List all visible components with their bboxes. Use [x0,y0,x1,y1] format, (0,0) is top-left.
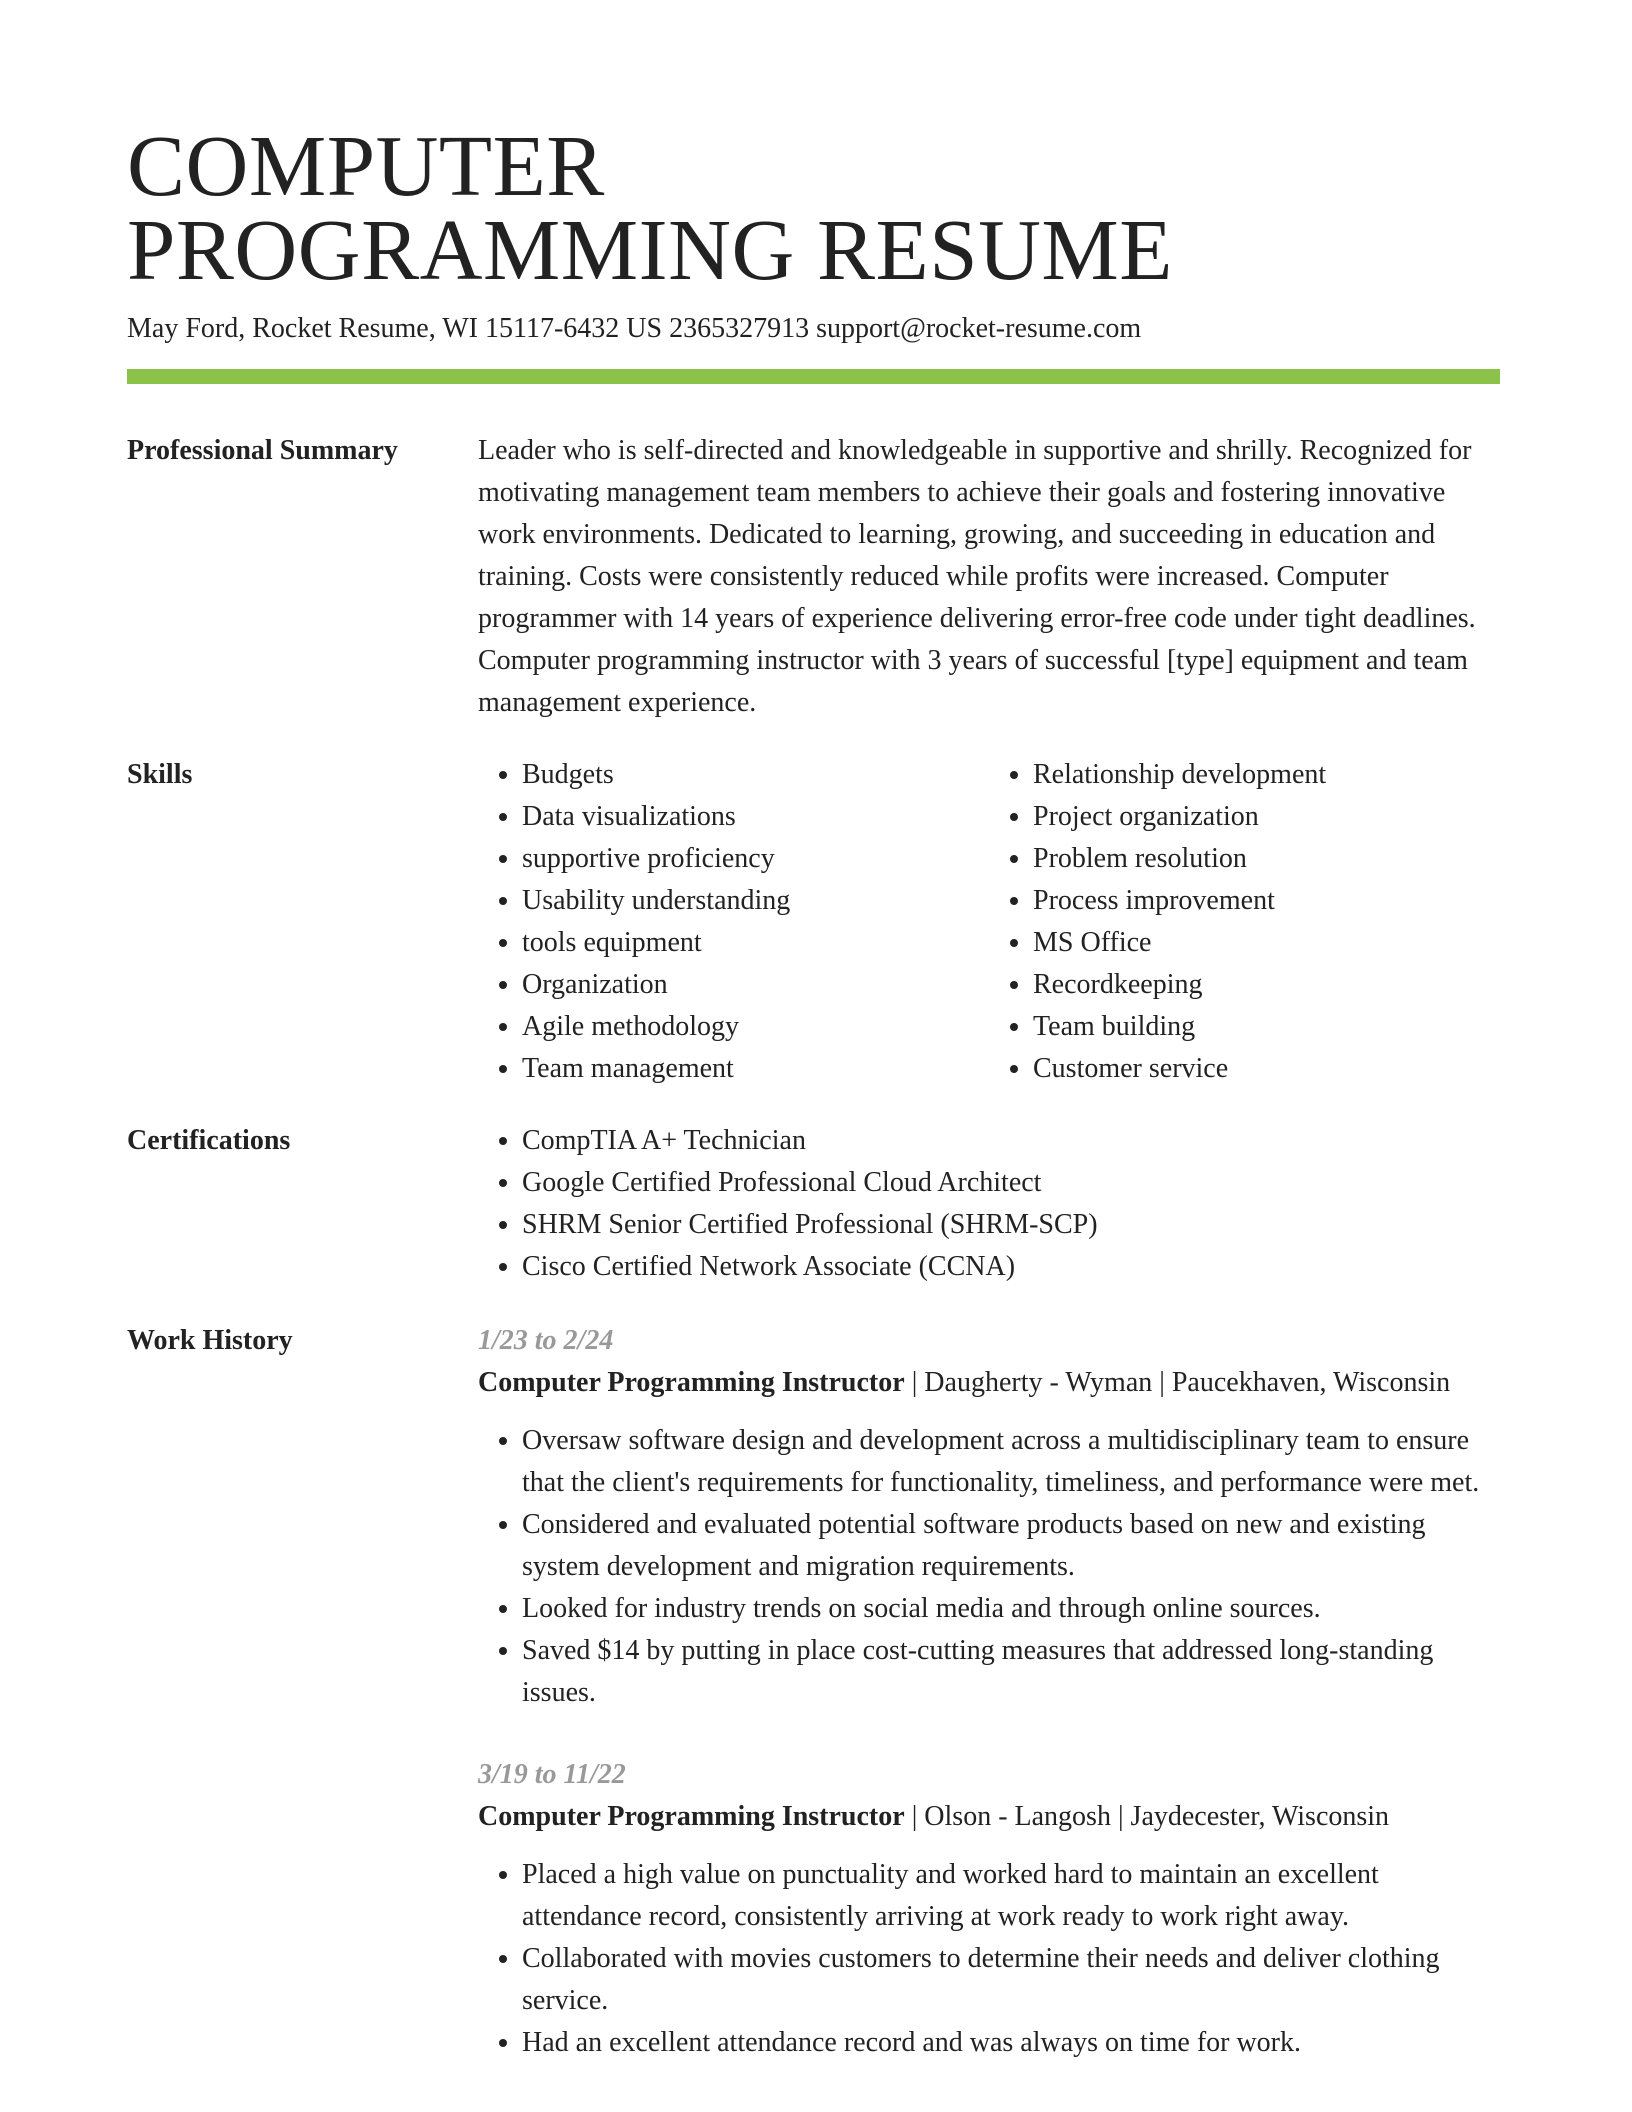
job-heading [478,1796,1500,1838]
skill-item: • tools equipment [522,922,989,964]
certification-item: • CompTIA A+ Technician [522,1120,1500,1162]
resume-header [127,117,1500,346]
skills-column-1 [478,754,989,1090]
job-bullet: • Looked for industry trends on social media and through online sources. [522,1588,1500,1630]
skills-list [478,754,1500,1090]
job-bullet: • Collaborated with movies customers to determine their needs and deliver clothing service. [522,1938,1500,2022]
job-bullet: • Saved $14 by putting in place cost-cutting measures that addressed long-standing issues. [522,1630,1500,1714]
skill-item: • Budgets [522,754,989,796]
job-bullet: • Oversaw software design and development across a multidisciplinary team to ensure that the client's requirements for functionality, timeliness, and performance were met. [522,1420,1500,1504]
skill-item: • Recordkeeping [1033,964,1500,1006]
title-line-2: PROGRAMMING RESUME [127,201,1173,298]
job-bullets [478,1854,1500,2064]
skill-item: • Organization [522,964,989,1006]
skill-item: • supportive proficiency [522,838,989,880]
skill-item: • Team building [1033,1006,1500,1048]
summary-text: Leader who is self-directed and knowledgeable in supportive and shrilly. Recognized for motivating management team members to achieve their goals and fostering innovative work environments. Dedicated to learning, growing, and succeeding in education and training. Costs were consistently reduced while profits were increased. Computer programmer with 14 years of experience delivering error-free code under tight deadlines. Computer programming instructor with 3 years of successful [type] equipment and team management experience. [478,435,1476,718]
job-entry [478,1754,1500,2064]
work-history-label: Work History [127,1325,293,1356]
header-divider [127,369,1500,384]
certification-item: • SHRM Senior Certified Professional (SHRM-SCP) [522,1204,1500,1246]
job-bullet: • Placed a high value on punctuality and worked hard to maintain an excellent attendance record, consistently arriving at work ready to work right away. [522,1854,1500,1938]
certification-item: • Google Certified Professional Cloud Architect [522,1162,1500,1204]
work-history-body [478,1320,1500,2064]
skills-column-2 [989,754,1500,1090]
job-heading [478,1362,1500,1404]
skill-item: • Customer service [1033,1048,1500,1090]
job-dates: 1/23 to 2/24 [478,1325,614,1356]
job-entry [478,1320,1500,1714]
job-details: | Olson - Langosh | Jaydecester, Wisconsin [904,1801,1390,1832]
skill-item: • Problem resolution [1033,838,1500,880]
job-dates: 3/19 to 11/22 [478,1759,626,1790]
certifications-body [478,1120,1500,1288]
skill-item: • Agile methodology [522,1006,989,1048]
job-bullet: • Had an excellent attendance record and was always on time for work. [522,2022,1500,2064]
title-line-1: COMPUTER [127,117,605,214]
certifications-label: Certifications [127,1125,291,1156]
certifications-list [478,1120,1500,1288]
skill-item: • Relationship development [1033,754,1500,796]
certification-item: • Cisco Certified Network Associate (CCNA) [522,1246,1500,1288]
job-title: Computer Programming Instructor [478,1367,905,1398]
job-details: | Daugherty - Wyman | Paucekhaven, Wisconsin [904,1367,1451,1398]
skill-item: • Project organization [1033,796,1500,838]
skill-item: • Usability understanding [522,880,989,922]
skills-label: Skills [127,759,193,790]
job-bullets [478,1420,1500,1714]
summary-label: Professional Summary [127,435,398,466]
skill-item: • Process improvement [1033,880,1500,922]
skill-item: • Team management [522,1048,989,1090]
skill-item: • Data visualizations [522,796,989,838]
job-title: Computer Programming Instructor [478,1801,905,1832]
job-bullet: • Considered and evaluated potential software products based on new and existing system development and migration requirements. [522,1504,1500,1588]
resume-title [127,117,1500,298]
contact-info: May Ford, Rocket Resume, WI 15117-6432 US 2365327913 support@rocket-resume.com [127,313,1142,344]
skill-item: • MS Office [1033,922,1500,964]
